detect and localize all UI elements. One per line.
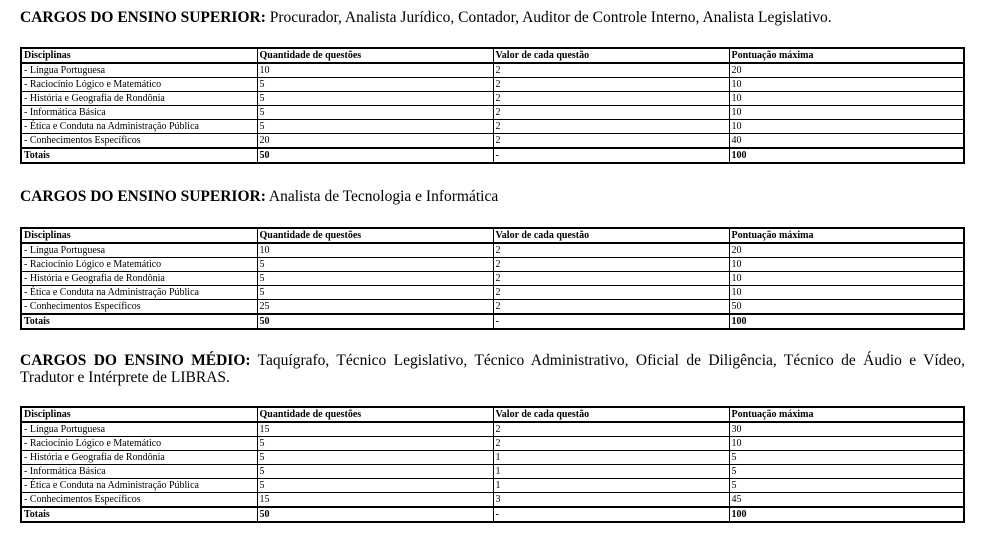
cell-max-score: 10 xyxy=(729,437,964,451)
total-max-score: 100 xyxy=(729,314,964,329)
cell-discipline: - História e Geografia de Rondônia xyxy=(21,272,257,286)
table-row xyxy=(21,422,964,437)
column-header-discipline: Disciplinas xyxy=(21,228,257,243)
cell-question-count: 25 xyxy=(257,300,493,315)
cell-question-value: 2 xyxy=(493,92,729,106)
cell-discipline: - Ética e Conduta na Administração Pública xyxy=(21,120,257,134)
total-discipline: Totais xyxy=(21,507,257,522)
cell-question-value: 2 xyxy=(493,78,729,92)
cell-max-score: 10 xyxy=(729,258,964,272)
cell-discipline: - Língua Portuguesa xyxy=(21,243,257,258)
table-row xyxy=(21,243,964,258)
cell-discipline: - Raciocínio Lógico e Matemático xyxy=(21,78,257,92)
cell-question-value: 1 xyxy=(493,451,729,465)
cell-question-value: 2 xyxy=(493,243,729,258)
section-2-heading-bold: CARGOS DO ENSINO SUPERIOR: xyxy=(20,188,266,205)
cell-max-score: 10 xyxy=(729,78,964,92)
cell-max-score: 10 xyxy=(729,272,964,286)
cell-question-value: 2 xyxy=(493,120,729,134)
cell-question-value: 3 xyxy=(493,493,729,508)
column-header-question-value: Valor de cada questão xyxy=(493,407,729,422)
cell-question-count: 5 xyxy=(257,106,493,120)
cell-max-score: 50 xyxy=(729,300,964,315)
cell-discipline: - Conhecimentos Específicos xyxy=(21,134,257,149)
cell-question-count: 5 xyxy=(257,92,493,106)
cell-max-score: 5 xyxy=(729,465,964,479)
table-row xyxy=(21,300,964,315)
column-header-max-score: Pontuação máxima xyxy=(729,48,964,63)
table-total-row xyxy=(21,148,964,163)
cell-question-value: 2 xyxy=(493,422,729,437)
cell-question-count: 5 xyxy=(257,120,493,134)
cell-discipline: - Conhecimentos Específicos xyxy=(21,300,257,315)
column-header-question-count: Quantidade de questões xyxy=(257,407,493,422)
cell-max-score: 20 xyxy=(729,63,964,78)
cell-question-count: 5 xyxy=(257,465,493,479)
cell-max-score: 10 xyxy=(729,286,964,300)
section-2-table xyxy=(20,227,965,330)
section-1-heading xyxy=(20,9,965,26)
total-max-score: 100 xyxy=(729,148,964,163)
cell-question-count: 15 xyxy=(257,493,493,508)
cell-question-count: 5 xyxy=(257,479,493,493)
cell-question-value: 2 xyxy=(493,63,729,78)
cell-question-value: 2 xyxy=(493,286,729,300)
cell-discipline: - História e Geografia de Rondônia xyxy=(21,92,257,106)
section-3-table xyxy=(20,406,965,523)
total-question-value: - xyxy=(493,314,729,329)
table-row xyxy=(21,92,964,106)
total-question-value: - xyxy=(493,148,729,163)
column-header-question-value: Valor de cada questão xyxy=(493,228,729,243)
cell-discipline: - Ética e Conduta na Administração Pública xyxy=(21,286,257,300)
cell-max-score: 45 xyxy=(729,493,964,508)
cell-discipline: - Língua Portuguesa xyxy=(21,63,257,78)
cell-question-value: 2 xyxy=(493,272,729,286)
cell-question-count: 10 xyxy=(257,63,493,78)
table-row xyxy=(21,258,964,272)
section-3-heading xyxy=(20,352,965,386)
total-question-count: 50 xyxy=(257,148,493,163)
cell-question-count: 5 xyxy=(257,286,493,300)
total-question-value: - xyxy=(493,507,729,522)
cell-max-score: 10 xyxy=(729,106,964,120)
table-row xyxy=(21,465,964,479)
column-header-max-score: Pontuação máxima xyxy=(729,228,964,243)
cell-discipline: - Ética e Conduta na Administração Pública xyxy=(21,479,257,493)
cell-question-value: 1 xyxy=(493,465,729,479)
total-discipline: Totais xyxy=(21,314,257,329)
total-question-count: 50 xyxy=(257,314,493,329)
table-row xyxy=(21,63,964,78)
cell-question-count: 15 xyxy=(257,422,493,437)
table-row xyxy=(21,134,964,149)
table-row xyxy=(21,451,964,465)
column-header-discipline: Disciplinas xyxy=(21,407,257,422)
section-3-heading-text: Taquígrafo, Técnico Legislativo, Técnico Administrativo, Oficial de Diligência, Técnico de Áudio e Vídeo, Tradutor e Intérprete de LIBRAS. xyxy=(20,352,965,386)
total-discipline: Totais xyxy=(21,148,257,163)
cell-question-value: 2 xyxy=(493,437,729,451)
table-header-row xyxy=(21,407,964,422)
cell-max-score: 20 xyxy=(729,243,964,258)
cell-max-score: 5 xyxy=(729,479,964,493)
cell-question-count: 5 xyxy=(257,78,493,92)
table-row xyxy=(21,120,964,134)
column-header-max-score: Pontuação máxima xyxy=(729,407,964,422)
section-3-heading-bold: CARGOS DO ENSINO MÉDIO: xyxy=(20,352,251,369)
cell-question-value: 2 xyxy=(493,134,729,149)
column-header-question-value: Valor de cada questão xyxy=(493,48,729,63)
cell-question-count: 5 xyxy=(257,272,493,286)
cell-question-count: 10 xyxy=(257,243,493,258)
cell-discipline: - História e Geografia de Rondônia xyxy=(21,451,257,465)
cell-question-value: 1 xyxy=(493,479,729,493)
cell-max-score: 10 xyxy=(729,92,964,106)
column-header-discipline: Disciplinas xyxy=(21,48,257,63)
section-1-table xyxy=(20,47,965,164)
cell-discipline: - Informática Básica xyxy=(21,106,257,120)
cell-max-score: 30 xyxy=(729,422,964,437)
cell-question-count: 5 xyxy=(257,258,493,272)
column-header-question-count: Quantidade de questões xyxy=(257,228,493,243)
section-2-heading-text: Analista de Tecnologia e Informática xyxy=(265,188,499,205)
table-row xyxy=(21,286,964,300)
section-1-heading-text: Procurador, Analista Jurídico, Contador, Auditor de Controle Interno, Analista Legislativo. xyxy=(265,9,832,26)
table-row xyxy=(21,106,964,120)
table-row xyxy=(21,493,964,508)
table-row xyxy=(21,272,964,286)
cell-discipline: - Raciocínio Lógico e Matemático xyxy=(21,437,257,451)
table-row xyxy=(21,479,964,493)
cell-question-count: 20 xyxy=(257,134,493,149)
cell-question-value: 2 xyxy=(493,106,729,120)
cell-max-score: 40 xyxy=(729,134,964,149)
table-total-row xyxy=(21,314,964,329)
cell-discipline: - Conhecimentos Específicos xyxy=(21,493,257,508)
section-2-heading xyxy=(20,188,965,205)
cell-discipline: - Raciocínio Lógico e Matemático xyxy=(21,258,257,272)
total-max-score: 100 xyxy=(729,507,964,522)
cell-question-count: 5 xyxy=(257,437,493,451)
section-1-heading-bold: CARGOS DO ENSINO SUPERIOR: xyxy=(20,9,266,26)
table-header-row xyxy=(21,228,964,243)
table-row xyxy=(21,437,964,451)
cell-discipline: - Língua Portuguesa xyxy=(21,422,257,437)
total-question-count: 50 xyxy=(257,507,493,522)
table-header-row xyxy=(21,48,964,63)
cell-discipline: - Informática Básica xyxy=(21,465,257,479)
cell-question-value: 2 xyxy=(493,300,729,315)
column-header-question-count: Quantidade de questões xyxy=(257,48,493,63)
cell-question-count: 5 xyxy=(257,451,493,465)
table-row xyxy=(21,78,964,92)
cell-max-score: 10 xyxy=(729,120,964,134)
cell-max-score: 5 xyxy=(729,451,964,465)
cell-question-value: 2 xyxy=(493,258,729,272)
table-total-row xyxy=(21,507,964,522)
